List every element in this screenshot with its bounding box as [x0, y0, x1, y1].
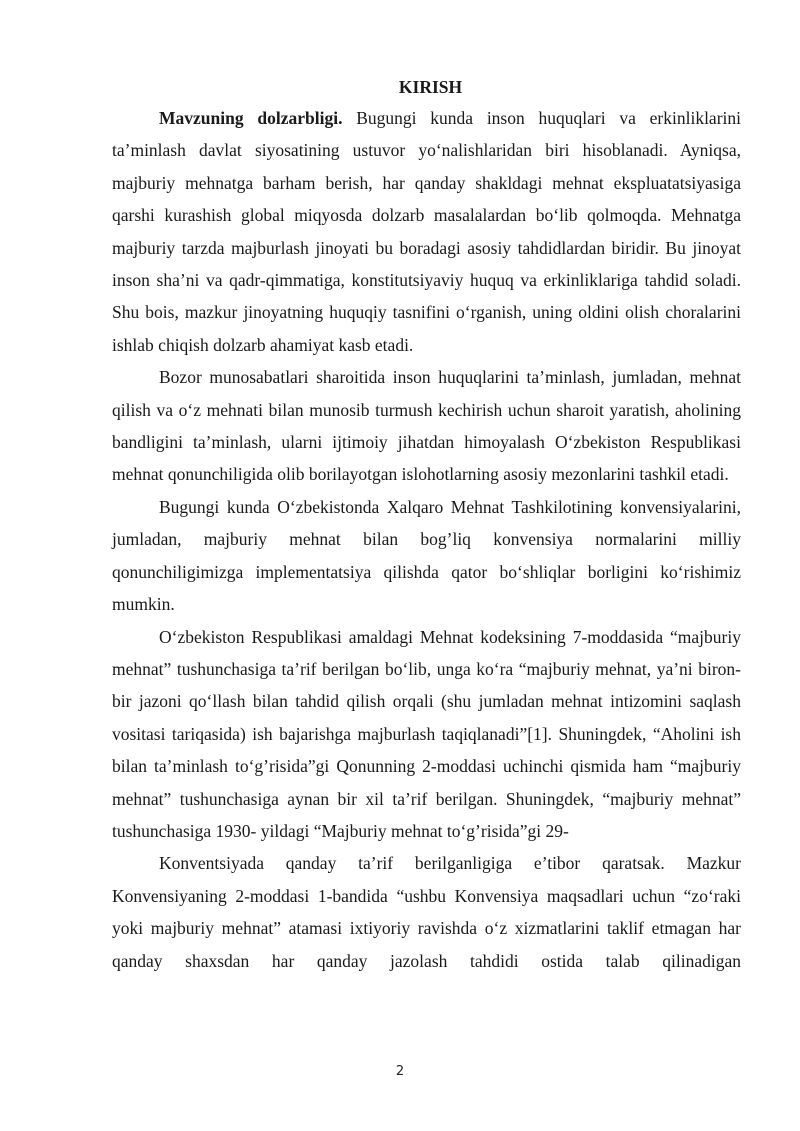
paragraph-labor-code — [112, 621, 741, 848]
paragraph-lead: Mavzuning dolzarbligi. — [159, 108, 343, 128]
page-content — [112, 72, 741, 977]
paragraph-market-relations — [112, 361, 741, 491]
paragraph-text: Konventsiyada qanday ta’rif berilganligiga e’tibor qaratsak. Mazkur Konvensiyaning 2-moddasi 1-bandida “ushbu Konvensiya maqsadlari uchun “zo‘raki yoki majburiy mehnat” atamasi ixtiyoriy ravishda o‘z xizmatlarini taklif etmagan har qanday shaxsdan har qanday jazolash tahdidi ostida talab qilinadigan — [112, 853, 741, 971]
paragraph-text: Bozor munosabatlari sharoitida inson huquqlarini ta’minlash, jumladan, mehnat qilish va o‘z mehnati bilan munosib turmush kechirish uchun sharoit yaratish, aholining bandligini ta’minlash, ularni ijtimoiy jihatdan himoyalash O‘zbekiston Respublikasi mehnat qonunchiligida olib borilayotgan islohotlarning asosiy mezonlarini tashkil etadi. — [112, 367, 741, 485]
page-number: 2 — [395, 1064, 405, 1079]
section-title: KIRISH — [398, 77, 463, 97]
paragraph-convention-definition — [112, 847, 741, 977]
paragraph-relevance — [112, 102, 741, 361]
paragraph-text: Bugungi kunda inson huquqlari va erkinliklarini ta’minlash davlat siyosatining ustuvor yo‘nalishlaridan biri hisoblanadi. Ayniqsa, majburiy mehnatga barham berish, har qanday shakldagi mehnat ekspluatatsiyasiga qarshi kurashish global miqyosda dolzarb masalalardan bo‘lib qolmoqda. Mehnatga majburiy tarzda majburlash jinoyati bu boradagi asosiy tahdidlardan biridir. Bu jinoyat inson sha’ni va qadr-qimmatiga, konstitutsiyaviy huquq va erkinliklariga tahdid soladi. Shu bois, mazkur jinoyatning huquqiy tasnifini o‘rganish, uning oldini olish choralarini ishlab chiqish dolzarb ahamiyat kasb etadi. — [112, 108, 741, 355]
paragraph-ilo-conventions — [112, 491, 741, 621]
paragraph-text: Bugungi kunda O‘zbekistonda Xalqaro Mehnat Tashkilotining konvensiyalarini, jumladan, majburiy mehnat bilan bog’liq konvensiya normalarini milliy qonunchiligimizga implementatsiya qilishda qator bo‘shliqlar borligini ko‘rishimiz mumkin. — [112, 496, 741, 615]
paragraph-text: O‘zbekiston Respublikasi amaldagi Mehnat kodeksining 7-moddasida “majburiy mehnat” tushunchasiga ta’rif berilgan bo‘lib, unga ko‘ra “majburiy mehnat, ya’ni biron-bir jazoni qo‘llash bilan tahdid qilish orqali (shu jumladan mehnat intizomini saqlash vositasi tariqasida) ish bajarishga majburlash taqiqlanadi”[1]. Shuningdek, “Aholini ish bilan ta’minlash to‘g’risida”gi Qonunning 2-moddasi uchinchi qismida ham “majburiy mehnat” tushunchasiga aynan bir xil ta’rif berilgan. Shuningdek, “majburiy mehnat” tushunchasiga 1930- yildagi “Majburiy mehnat to‘g’risida”gi 29- — [112, 626, 741, 841]
